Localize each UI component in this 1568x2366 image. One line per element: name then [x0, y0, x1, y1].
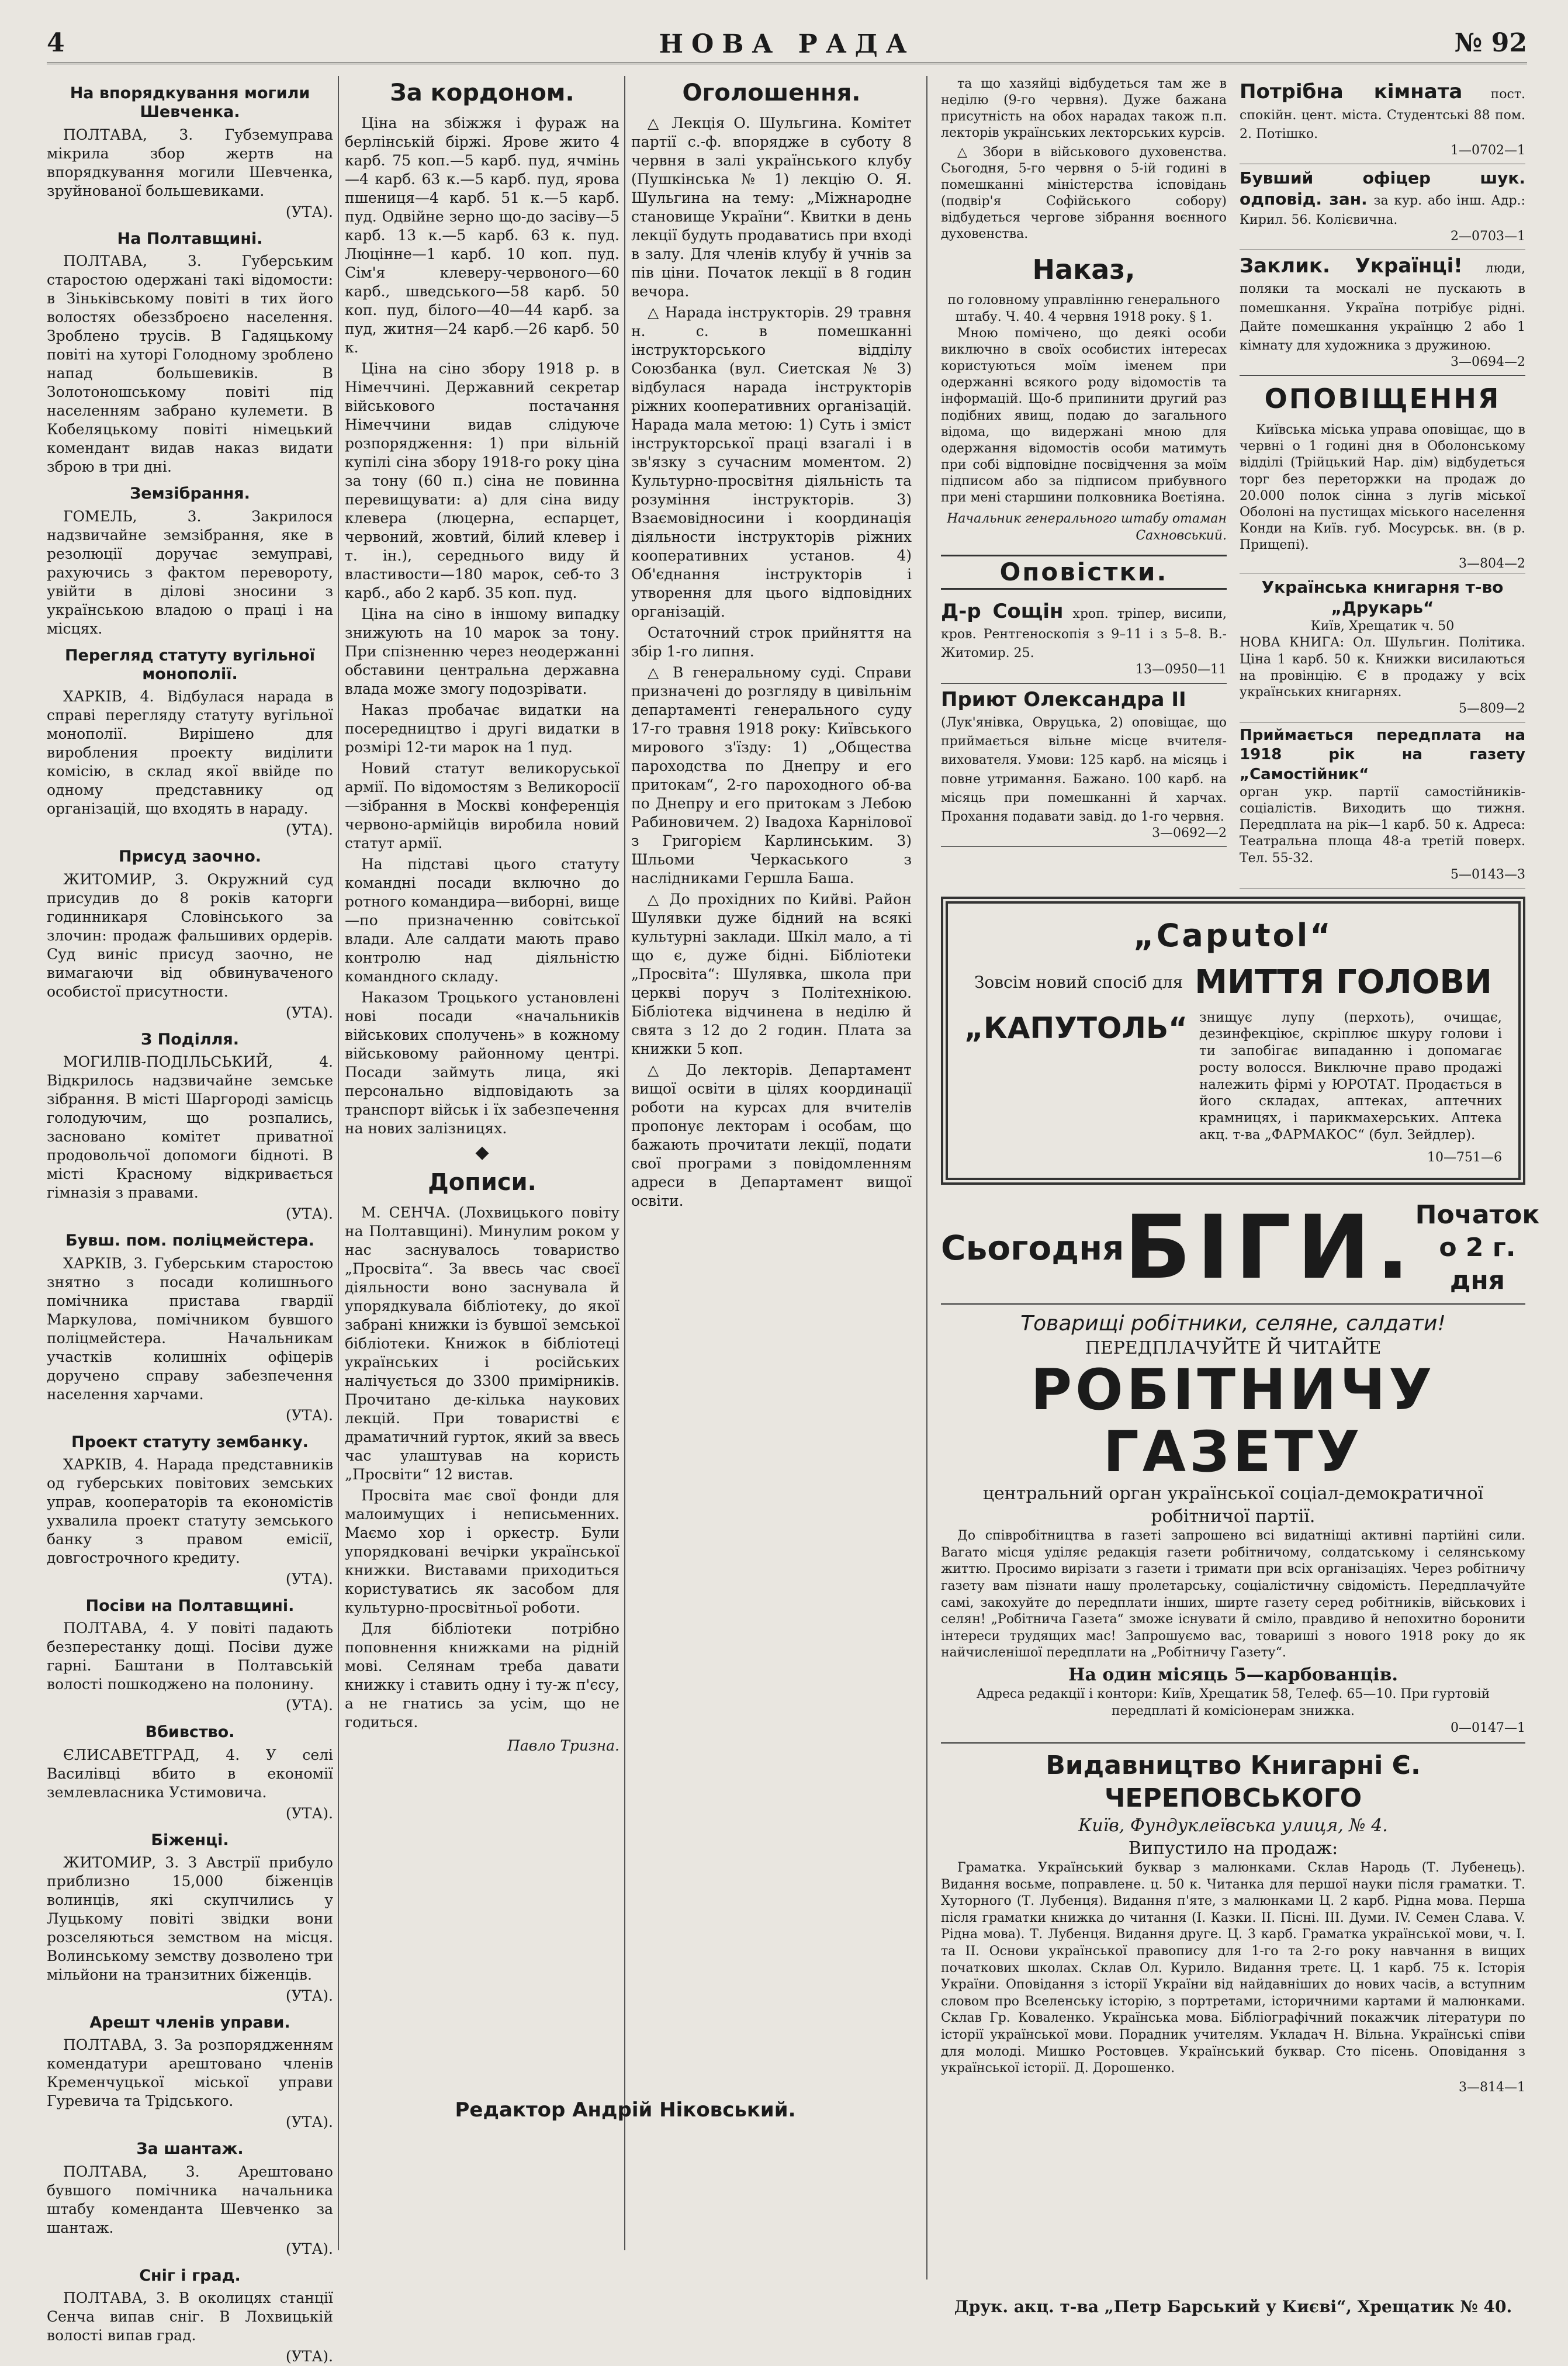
- news-headline: Присуд заочно.: [118, 848, 262, 866]
- news-source: (УТА).: [285, 2348, 333, 2365]
- news-headline: З Поділля.: [141, 1030, 239, 1049]
- news-source: (УТА).: [285, 203, 333, 220]
- officer-ad: [1240, 164, 1525, 250]
- rg-slogan: Товарищі робітники, селяне, салдати!: [1020, 1311, 1446, 1336]
- news-source: (УТА).: [285, 1004, 333, 1021]
- announcements-list: [631, 114, 912, 1210]
- news-headline: Вбивство.: [145, 1723, 235, 1742]
- caputol-body: знищує лупу (перхоть), очищає, дезинфекціює, скріплює шкуру голови і ти запобігає випаданню і допомагає росту волосся. Виключне право продажі належить фірмі у ЮРОТАТ. Продається в його складах, аптеках, аптечних крамницях, і парикмахерських. Аптека акц. т-ва „ФАРМАКОС“ (бул. Зейдлер).: [1199, 1009, 1502, 1143]
- orphanage-ad: [941, 684, 1227, 848]
- issue-number: № 92: [1454, 28, 1527, 58]
- bookshop-title: Українська книгарня т-во „Друкарь“: [1261, 577, 1504, 618]
- column-rule: [624, 76, 625, 2250]
- ad-ref: 3—0694—2: [1451, 355, 1525, 370]
- announcement-paragraph: △ Лекція О. Шульгина. Комітет партії с.-ф. впорядже в суботу 8 червня в залі українського клубу (Пушкінська № 1) лекцію О. Я. Шульгина на тему: „Міжнародне становище України“. Квитки в день лекції будуть продаватись при вході в залу. Для членів клубу й учнів за пів ціни. Початок лекції в 8 годин вечора.: [631, 115, 912, 300]
- publisher-body: Граматка. Український буквар з малюнками. Склав Народь (Т. Лубенець). Видання восьме, поправлене. ц. 50 к. Читанка для першої науки після граматки. Т. Хуторного (Т. Лубенця). Видання п'яте, з малюнками Ц. 2 карб. Рідна мова. Перша після граматки книжка до читання (І. Казки. II. Пісні. III. Думи. IV. Семен Слава. V. Рідна мова). Т. Лубенця. Видання друге. Ц. 3 карб. Граматка української мови, ч. І. та II. Основи української правопису для 1-го та 2-го року навчання в вищих початкових школах. Склав Ол. Курило. Видання третє. Ц. 1 карб. 75 к. Історія України. Оповідання з історії України від найдавніших до нових часів, а вступним словом про Вселенську історію, з портретами, історичними картами й малюнками. Склав Гр. Коваленко. Українська мова. Бібліографічний покажчик літератури по історії української мови. Порадник учителям. Укладач Н. Вільна. Українські співи для молоді. Мишко Ростовцев. Український буквар. Сто пісень. Оповідання з української історії. Д. Дорошенко.: [941, 1860, 1525, 2076]
- bookshop-text: НОВА КНИГА: Ол. Шульгин. Політика. Ціна 1 карб. 50 к. Книжки висилаються на провінцію. Є в продажу у всіх українських книгарнях.: [1240, 635, 1525, 700]
- news-body: ЄЛИСАВЕТГРАД, 4. У селі Василівці вбито в економії землевласника Устимовича.: [47, 1746, 333, 1801]
- news-headline: Біженці.: [151, 1831, 229, 1849]
- news-body: ПОЛТАВА, 3. Губерським старостою одержані такі відомости: в Зіньківському повіті в тих його волостях обеззброєно населення. Зроблено трусів. В Гадяцькому повіті на хуторі Голодному зроблено напад большевиків. В Золотоношському повіті під населенням забрано кулемети. В Кобеляцькому повіті німецький комендант видав наказ видати зброю в три дні.: [47, 252, 333, 476]
- publisher-heading: Видавництво Книгарні Є. ЧЕРЕПОВСЬКОГО: [1046, 1750, 1421, 1813]
- room-ad-text: пост. спокійн. цент. міста. Студентські 88 пом. 2. Потішко.: [1240, 87, 1525, 141]
- news-source: (УТА).: [285, 2114, 333, 2131]
- races-ad: [941, 1193, 1540, 1305]
- appeal-ad: [1240, 250, 1525, 376]
- news-headline: Посіви на Полтавщині.: [85, 1596, 295, 1615]
- caputol-brand: „Caputol“: [1133, 916, 1333, 954]
- order-body: Мною помічено, що деякі особи виключно в своїх особистих інтересах користуються моїм іменем при одержанні всякого роду відомостів та інформацій. Що-б припинити другий раз подібних явищ, подаю до загального відома, що видержані мною для одержання відомостів особи матимуть при собі відповідне посвідчення за моїм підписом або за підписом прибувного при мені старшини полковника Воєтіяна.: [941, 326, 1227, 506]
- announcement-paragraph: △ Нарада інструкторів. 29 травня н. с. в помешканні інструкторського відділу Союзбанка (вул. Сиетская № 3) відбулася нарада інструкторів ріжних кооперативних організацій. Нарада мала метою: 1) Суть і зміст інструкторської праці взагалі і в зв'язку з сучасним моментом. 2) Культурно-просвітня діяльність та розуміння інструкторів. 3) Взаємовідносини і координація діяльности інструкторів ріжних кооперативних установ. 4) Об'єднання інструкторів і утворення для цього відповідних організацій.: [631, 304, 912, 621]
- room-ad: [1240, 76, 1525, 164]
- news-headline: Бувш. пом. поліцмейстера.: [65, 1232, 314, 1250]
- news-body: ХАРКІВ, 4. Відбулася нарада в справі перегляду статуту вугільної монополії. Вирішено для виробления проекту виділити комісію, в склад якої ввійде по одному представнику од організацій, що входять в нараду.: [47, 688, 333, 818]
- news-source: (УТА).: [285, 1987, 333, 2005]
- ad-ref: 1—0702—1: [1451, 143, 1525, 158]
- appeal-ad-text: люди, поляки та москалі не пускають в помешкання. Україна потрібує рідні. Дайте помешкання українцю 2 або 1 кімнату для художника з дружиною.: [1240, 261, 1526, 353]
- publisher-ad: [941, 1744, 1525, 2096]
- news-headline: Сніг і град.: [139, 2266, 241, 2285]
- ad-ref: 5—0143—3: [1451, 867, 1525, 882]
- ad-ref: 0—0147—1: [1451, 1720, 1525, 1735]
- order-heading: Наказ,: [1032, 253, 1136, 285]
- orphanage-name: Приют Олександра II: [941, 687, 1186, 711]
- races-left: Сьогодня: [941, 1228, 1124, 1268]
- abroad-paragraph: Наказ пробачає видатки на посередництво і другі видатки в розмірі 12-ти марок на 1 пуд.: [345, 701, 619, 756]
- publisher-address: Київ, Фундуклеївська улиця, № 4.: [1078, 1815, 1388, 1836]
- rg-body: До співробітництва в газеті запрошено всі видатніщі активні партійні сили. Вагато місця уділяє редакція газети робітничому, солдатському і селянському життю. Просимо вирізати з газети і тримати при всіх організаціях. Через робітничу газету вам пізнати нашу пролетарську, соціалістичну свідомість. Передплачуйте самі, закохуйте до передплати інших, ширте газету серед робітників, військових і селян! „Робітнича Газета“ зможе існувати й сміло, правдиво й непохитно боронити інтереси трудящих мас! Запрошуємо вас, товариші з нового 1918 року до як найчисленішої передплати на „Робітничу Газету“.: [941, 1528, 1525, 1661]
- doctor-text: хроп. тріпер, висипи, кров. Рентгеноскопія з 9–11 і з 5–8. В.-Житомир. 25.: [941, 606, 1227, 661]
- news-body: ПОЛТАВА, 3. Арештовано бувшого помічника начальника штабу коменданта Шевченко за шантаж.: [47, 2163, 333, 2236]
- abroad-column: [345, 76, 619, 2104]
- news-body: МОГИЛІВ-ПОДІЛЬСЬКИЙ, 4. Відкрилось надзвичайне земське зібрання. В місті Шаргороді замісць голодуючим, що розпались, засновано комітет приватної продовольчої допомоги бідноті. В місті Красному відкривається гімназія з правами.: [47, 1053, 333, 1202]
- page-number: 4: [47, 28, 65, 58]
- editor-line: Редактор Андрій Ніковський.: [455, 2098, 796, 2122]
- news-body: ХАРКІВ, 3. Губерським старостою знятно з посади колишнього помічника пристава гвардії Маркулова, помічником бувшого поліцмейстера. Начальникам участків колишніх офіцерів доручено справу забезпечення населення харчами.: [47, 1254, 333, 1403]
- workers-newspaper-ad: [941, 1305, 1525, 1744]
- rg-price: На один місяць 5—карбованців.: [1068, 1664, 1398, 1685]
- ad-ref: 3—814—1: [1459, 2080, 1525, 2095]
- news-source: (УТА).: [285, 1406, 333, 1424]
- races-title: БІГИ.: [1124, 1197, 1415, 1299]
- letters-articles: [345, 1203, 619, 1732]
- news-source: (УТА).: [285, 2240, 333, 2257]
- letter-signoff: Павло Тризна.: [507, 1737, 619, 1754]
- caputol-line1: Зовсім новий спосіб для: [974, 972, 1183, 992]
- announcements-column: [631, 76, 912, 2250]
- abroad-paragraph: Ціна на сіно збору 1918 р. в Німеччині. Державний секретар військового постачання Німеччини видав слідуюче розпорядження: 1) при вільній купілі сіна збору 1918-го року ціна за тону (60 п.) сіна не повинна перевищувати: а) для сіна виду клевера (люцерна, еспарцет, червоний, жовтий, білий клевер і т. ін.), середнього виду й властивости—180 марок, себ-то 3 карб., або 2 карб. 35 коп. пуд.: [345, 360, 619, 602]
- news-source: (УТА).: [285, 1205, 333, 1223]
- rg-title: РОБІТНИЧУ ГАЗЕТУ: [1030, 1357, 1436, 1485]
- bookshop-ad: [1240, 573, 1525, 723]
- news-body: ГОМЕЛЬ, 3. Закрилося надзвичайне земзібрання, яке в резолюції доручає земуправі, рахуючись з фактом перевороту, увійти в ділові зносини з українською владою о праці і на місцях.: [47, 507, 333, 637]
- column-rule: [338, 76, 339, 2250]
- caputol-name: „КАПУТОЛЬ“: [964, 1011, 1188, 1045]
- news-headline: Арешт членів управи.: [89, 2014, 290, 2032]
- ad-text: та що хазяйці відбудеться там же в неділю (9-го червня). Дуже бажана присутність на обох нарадах також п.п. лекторів українських лекторських курсів.: [941, 77, 1227, 141]
- ornament: ◆: [475, 1142, 489, 1163]
- officer-ad-title: Бувший офіцер шук. одповід. зан.: [1240, 168, 1525, 209]
- order-sign: Начальник генерального штабу отаман Сахновський.: [947, 511, 1227, 543]
- announcement-heading: ОПОВІЩЕННЯ: [1264, 383, 1501, 415]
- rg-pre: ПЕРЕДПЛАЧУЙТЕ Й ЧИТАЙТЕ: [1085, 1337, 1382, 1358]
- abroad-heading: За кордоном.: [390, 79, 574, 106]
- caputol-name-row: [964, 1009, 1502, 1144]
- order-sub: по головному управлінню генерального штабу. Ч. 40. 4 червня 1918 року. § 1.: [947, 293, 1220, 324]
- doctor-name: Д-р Сощін: [941, 599, 1064, 623]
- news-source: (УТА).: [285, 1804, 333, 1822]
- room-ad-title: Потрібна кімната: [1240, 80, 1463, 103]
- abroad-paragraph: Новий статут великоруської армії. По відомостям з Великоросії—зібрання в Москві конференція червоно-армійців виробила новий статут армії.: [345, 760, 619, 852]
- ad-ref: 5—809—2: [1459, 701, 1525, 716]
- letter-paragraph: Просвіта має свої фонди для малоимущих і неписьменних. Маємо хор і оркестр. Були упорядковані вечірки української книжки. Виставами приходиться користуватись як засобом для культурно-просвітньої роботи.: [345, 1486, 619, 1616]
- ads-column: [941, 76, 1540, 2279]
- officer-ad-text: за кур. або інш. Адр.: Кирил. 56. Колієвична.: [1240, 193, 1525, 227]
- rg-address: Адреса редакції і контори: Київ, Хрещатик 58, Телеф. 65—10. При гуртовій передплаті й комісіонерам знижка.: [976, 1687, 1490, 1718]
- races-right: Початок о 2 г. дня: [1415, 1199, 1540, 1296]
- ad-ref: 10—751—6: [1427, 1150, 1502, 1165]
- printer-line: Друк. акц. т-ва „Петр Барський у Києві“, Хрещатик № 40.: [954, 2297, 1512, 2316]
- abroad-paragraph: На підставі цього статуту командні посади включно до ротного командира—виборні, вище—по призначенню совітської влади. Але салдати мають право контролю над діяльністю командного складу.: [345, 856, 619, 985]
- letter-paragraph: Для бібліотеки потрібно поповнення книжками на рідній мові. Селянам треба давати книжку і ставить одну і ту-ж п'єсу, а не гнатись за усім, що не годиться.: [345, 1620, 619, 1731]
- ads-top-row: [941, 76, 1525, 888]
- news-body: ПОЛТАВА, 3. В околицях станції Сенча випав сніг. В Лохвицькій волості випав град.: [47, 2289, 333, 2344]
- ad-text: △ Збори в військового духовенства. Сьогодня, 5-го червня о 5-ій годині в помешканні міністерства ісповідань (подвір'я Софійського собору) відбудеться чергове зібрання воєнного духовенства.: [941, 144, 1227, 242]
- appeal-ad-title: Заклик. Українці!: [1240, 254, 1463, 278]
- samostiynyk-text: орган укр. партії самостійників-соціалістів. Виходить що тижня. Передплата на рік—1 карб. 50 к. Адреса: Театральна площа 48-а третій поверх. Тел. 55-32.: [1240, 784, 1525, 866]
- news-body: ХАРКІВ, 4. Нарада представників од губерських повітових земських управ, кооператорів та економістів ухвалила проект статуту земського банку з правом емісії, довгострочного кредиту.: [47, 1455, 333, 1566]
- abroad-paragraph: Наказом Троцького установлені нові посади «начальників військових сполучень» в кожному військовому районному центрі. Посади займуть лица, які персонально відповідають за транспорт військ і їх забезпечення на нових залізницях.: [345, 989, 619, 1137]
- news-headline: На впорядкування могили Шевченка.: [70, 84, 310, 122]
- caputol-line: [964, 961, 1502, 1004]
- abroad-paragraph: Ціна на сіно в іншому випадку знижують на 10 марок за тону. При спізненню через неодержанні обставини центральна державна влада може змогу подозрівати.: [345, 606, 619, 698]
- news-headline: Проект статуту зембанку.: [71, 1433, 309, 1451]
- samostiynyk-title: Приймається передплата на 1918 рік на газету „Самостійник“: [1240, 727, 1525, 783]
- announcements-heading: Оголошення.: [682, 79, 861, 106]
- announcement-paragraph: △ До прохідних по Кийві. Район Шулявки дуже бідний на всякі культурні заклади. Шкіл мало, а ті що є, дуже бідні. Бібліотеки „Просвіта“: Шулявка, школа при церкві поруч з Політехнікою. Бібліотека відчинена в неділю й свята з 12 до 2 годин. Плата за книжки 5 коп.: [631, 891, 912, 1058]
- news-body: ПОЛТАВА, 4. У повіті падають безперестанку дощі. Посіви дуже гарні. Баштани в Полтавській волості пошкоджено на полонину.: [47, 1620, 333, 1693]
- announcement-paragraph: △ До лекторів. Департамент вищої освіти в цілях координації роботи на курсах для вчителів пропонує лекторам і особам, що бажають прочитати лекції, подати свої програми з повідомленням адреси в Департамент вищої освіти.: [631, 1061, 912, 1210]
- ad-ref: 3—0692—2: [1152, 825, 1227, 840]
- letter-paragraph: М. СЕНЧА. (Лохвицького повіту на Полтавщині). Минулим роком у нас заснувалось товариство „Просвіта“. За ввесь час своєї діяльности воно заснувала й упорядкувала бібліотеку, до якої забрані книжки із бувшої земської бібліотеки. Книжок в бібліотеці українських і російських налічується до 3300 примірників. Прочитано де-кілька наукових лекцій. При товаристві є драматичний гурток, який за ввесь час улаштував на користь „Просвіти“ 12 вистав.: [345, 1203, 619, 1483]
- rg-sub: центральний орган української соціал-демократичної робітничої партії.: [982, 1483, 1484, 1527]
- caputol-line1b: МИТТЯ ГОЛОВИ: [1195, 963, 1492, 1001]
- announcement-paragraph: Остаточний строк прийняття на збір 1-го липня.: [631, 624, 912, 660]
- news-headline: Перегляд статуту вугільної монополії.: [64, 646, 316, 683]
- notices-heading: Оповістки.: [941, 555, 1227, 590]
- masthead: [47, 23, 1527, 64]
- doctor-ad: [941, 596, 1227, 684]
- news-body: ЖИТОМИР, 3. З Австрії прибуло приблизно 15,000 біженців волинців, які скупчились у Луцькому повіті звідки вони розселяються земством на місця. Волинському земству дозволено три мільйони на транзитних біженців.: [47, 1854, 333, 1984]
- announcement-paragraph: △ В генеральному суді. Справи призначені до розгляду в цивільнім департаменті генерального суду 17-го травня 1918 року: Київського мирового з'їзду: 1) „Общества пароходства по Днепру и его притокам“, 2-го пароходного об-ва по Днепру и его притокам з Лебою Рабиновичем. 2) Івадоха Карнілової з Григорієм Карлинським. 3) Шльоми Черкаського з наслідниками Гершла Баша.: [631, 664, 912, 887]
- news-column: [47, 76, 333, 2365]
- letters-heading: Дописи.: [428, 1168, 536, 1196]
- abroad-articles: [345, 114, 619, 1138]
- news-headline: Земзібрання.: [130, 485, 250, 503]
- abroad-paragraph: Ціна на збіжжя і фураж на берлінській біржі. Ярове жито 4 карб. 75 коп.—5 карб. пуд, ячмінь—4 карб. 63 к.—5 карб. пуд, ярова пшениця—4 карб. 51 к.—5 карб. пуд. Одвійне зерно що-до засіву—5 карб. 13 к.—5 карб. 63 к. пуд. Люцінне—1 карб. 10 коп. пуд. Сім'я клеверу-червоного—60 карб., шведського—58 карб. 50 коп. пуд, білого—40—44 карб. за пуд, житня—24 карб.—26 карб. 50 к.: [345, 115, 619, 357]
- ads-left-stack: [941, 76, 1227, 888]
- news-body: ПОЛТАВА, 3. За розпорядженням комендатури арештовано членів Кременчуцької міської управи Гуревича та Трідського.: [47, 2036, 333, 2110]
- ad-ref: 3—804—2: [1459, 556, 1525, 572]
- news-source: (УТА).: [285, 1570, 333, 1587]
- column-rule: [926, 76, 927, 2279]
- publisher-sub: Випустило на продаж:: [1128, 1838, 1338, 1859]
- caputol-ad: [941, 897, 1525, 1185]
- news-source: (УТА).: [285, 1697, 333, 1714]
- bookshop-address: Київ, Хрещатик ч. 50: [1310, 619, 1455, 634]
- news-headline: За шантаж.: [136, 2140, 244, 2159]
- news-headline: На Полтавщині.: [117, 229, 263, 248]
- news-source: (УТА).: [285, 821, 333, 839]
- orphanage-text: (Лук'янівка, Овруцька, 2) оповіщає, що приймається вільне місце вчителя-вихователя. Умови: 125 карб. на місяць і повне утримання. Бажано. 100 карб. на місяць при помешканні й харчах. Прохання подавати завід. до 1-го червня.: [941, 715, 1227, 824]
- news-body: ПОЛТАВА, 3. Губземуправа мікрила збор жертв на впорядкування могили Шевченка, зруйнованої большевиками.: [47, 126, 333, 199]
- ad-ref: 13—0950—11: [1136, 662, 1227, 677]
- announcement-text: Київська міська управа оповіщає, що в червні о 1 годині дня в Оболонському відділі (Трійцький Нар. дім) відбудеться торг без переторжки на продаж до 20.000 полок сінна з лугів міської Оболоні на пустищах міського населення Конди на Київ. губ. Мосурськ. вн. (в р. Прищепі).: [1240, 423, 1525, 553]
- news-body: ЖИТОМИР, 3. Окружний суд присудив до 8 років каторги годинникаря Словінського за злочин: продаж фальшивих ордерів. Суд виніс присуд заочно, не вимагаючи від обвинуваченого особистої присутности.: [47, 870, 333, 1000]
- newspaper-title: НОВА РАДА: [659, 29, 915, 59]
- ads-right-stack: [1240, 76, 1525, 888]
- ad-ref: 2—0703—1: [1451, 229, 1525, 244]
- samostiynyk-ad: [1240, 722, 1525, 888]
